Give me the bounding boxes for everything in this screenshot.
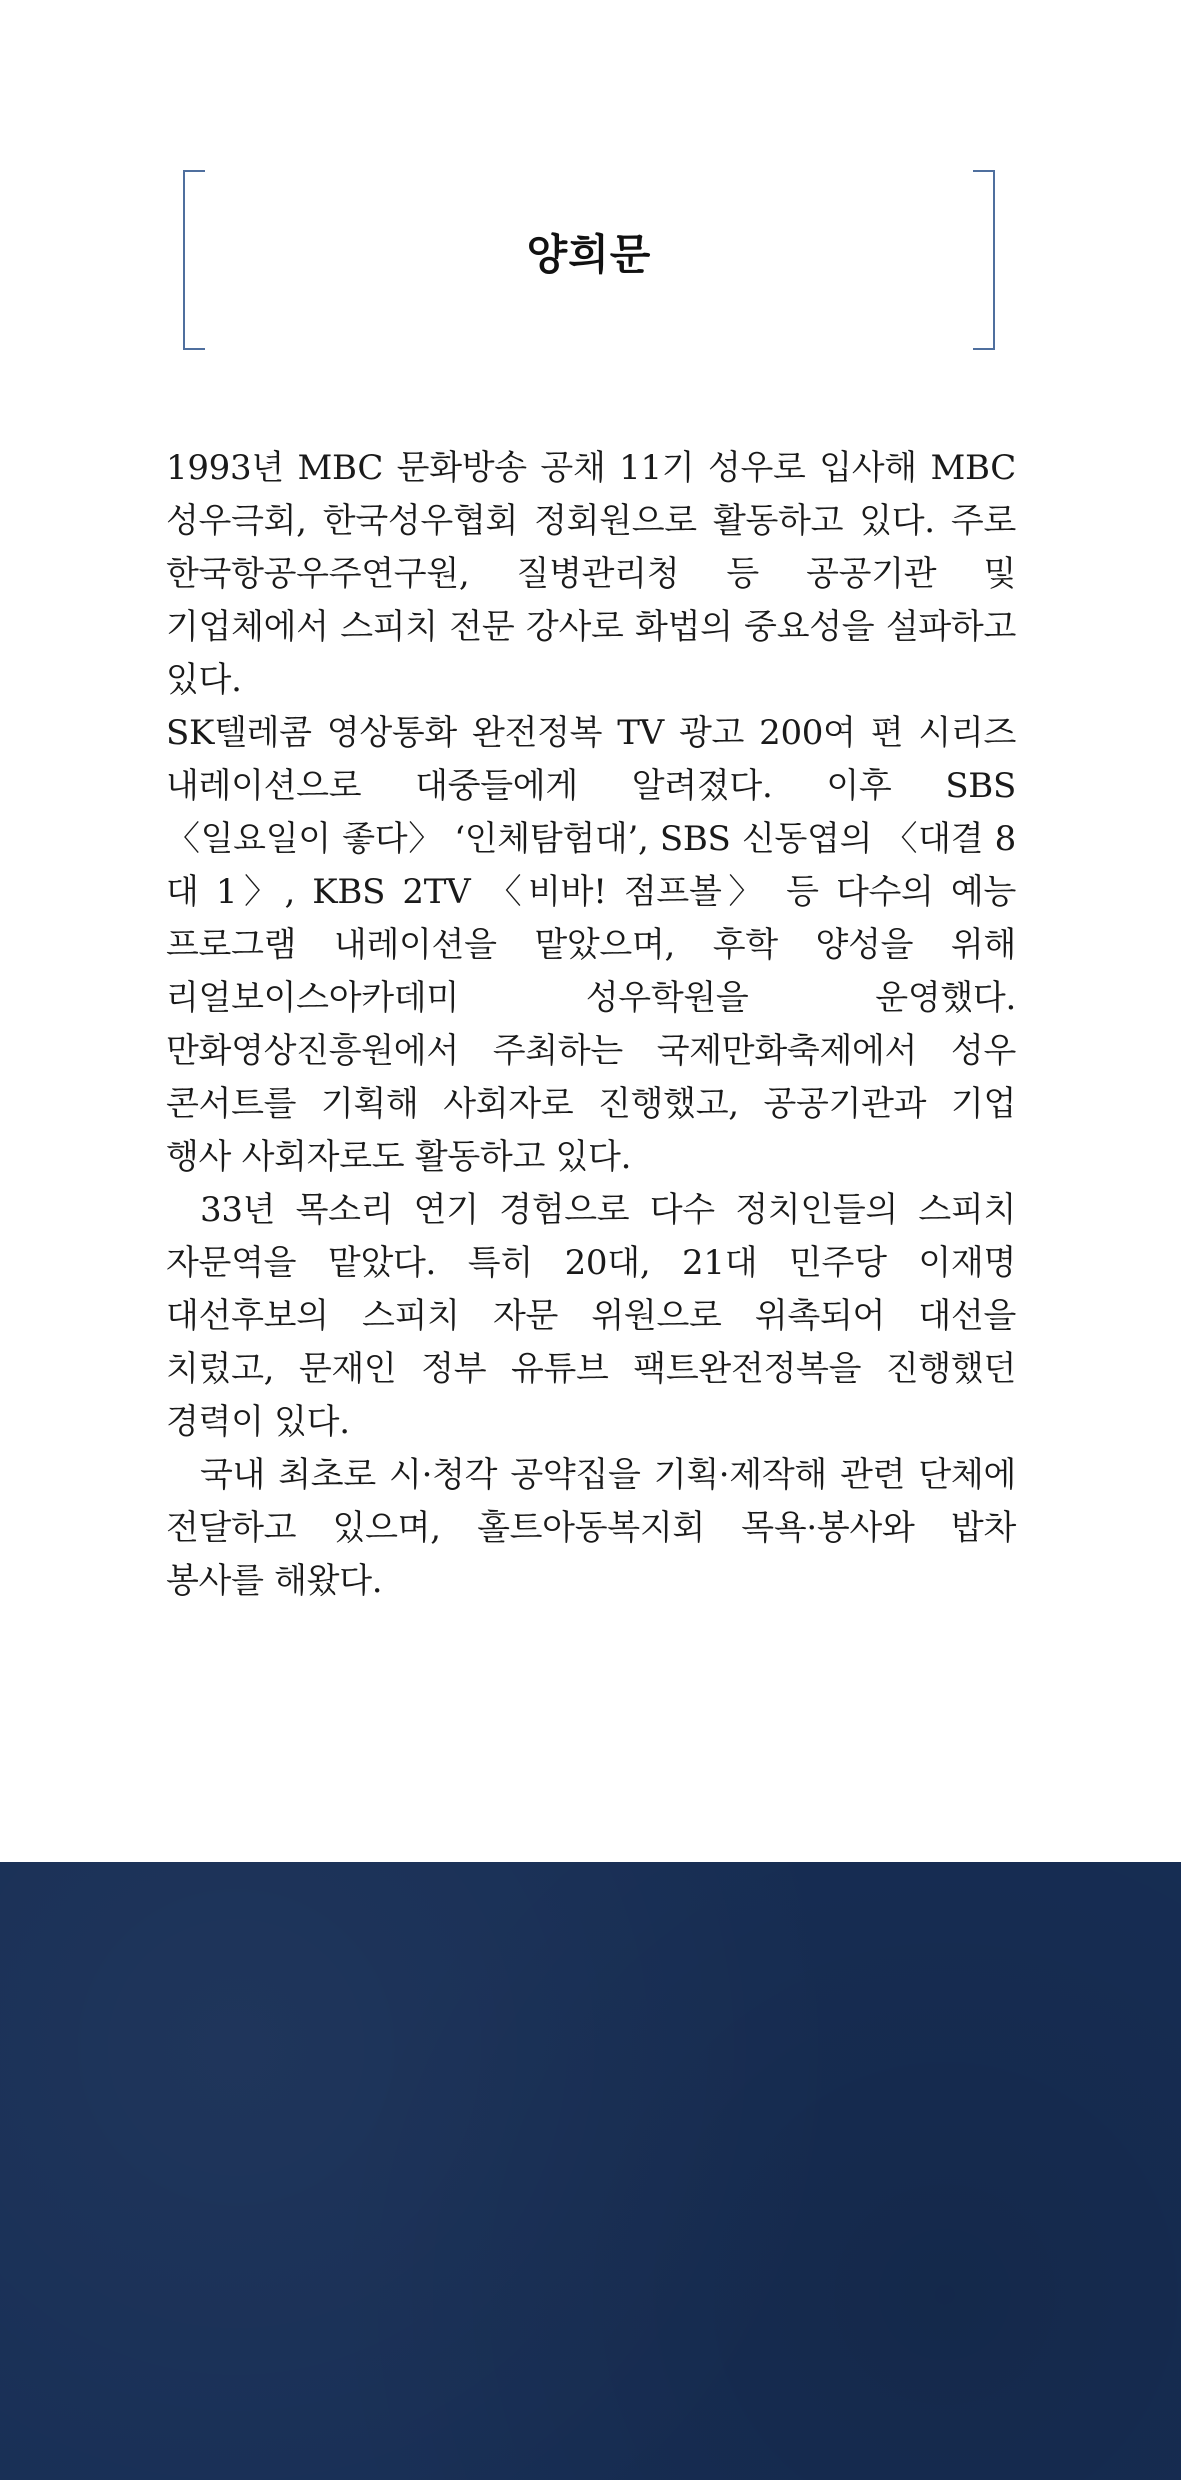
bio-paragraph-3: 33년 목소리 연기 경험으로 다수 정치인들의 스피치 자문역을 맡았다. 특히 20대, 21대 민주당 이재명 대선후보의 스피치 자문 위원으로 위촉되어 대선을 치렀고, 문재인 정부 유튜브 팩트완전정복을 진행했던 경력이 있다. [166,1190,1016,1442]
title-frame [183,170,995,350]
author-name: 양희문 [526,230,652,279]
bio-paragraph-4: 국내 최초로 시·청각 공약집을 기획·제작해 관련 단체에 전달하고 있으며, 홀트아동복지회 목욕·봉사와 밥차 봉사를 해왔다. [166,1455,1016,1601]
bio-paragraph-2: SK텔레콤 영상통화 완전정복 TV 광고 200여 편 시리즈 내레이션으로 대중들에게 알려졌다. 이후 SBS 〈일요일이 좋다〉 ‘인체탐험대’, SBS 신동엽의 〈대결 8 대 1〉, KBS 2TV 〈비바! 점프볼〉 등 다수의 예능 프로그램 내레이션을 맡았으며, 후학 양성을 위해 리얼보이스아카데미 성우학원을 운영했다. 만화영상진흥원에서 주최하는 국제만화축제에서 성우 콘서트를 기획해 사회자로 진행했고, 공공기관과 기업 행사 사회자로도 활동하고 있다. [166,713,1016,1177]
navy-cover-panel [0,1862,1181,2480]
author-bio [166,442,1016,1608]
bio-paragraph-1: 1993년 MBC 문화방송 공채 11기 성우로 입사해 MBC 성우극회, 한국성우협회 정회원으로 활동하고 있다. 주로 한국항공우주연구원, 질병관리청 등 공공기관 및 기업체에서 스피치 전문 강사로 화법의 중요성을 설파하고 있다. [166,448,1016,700]
